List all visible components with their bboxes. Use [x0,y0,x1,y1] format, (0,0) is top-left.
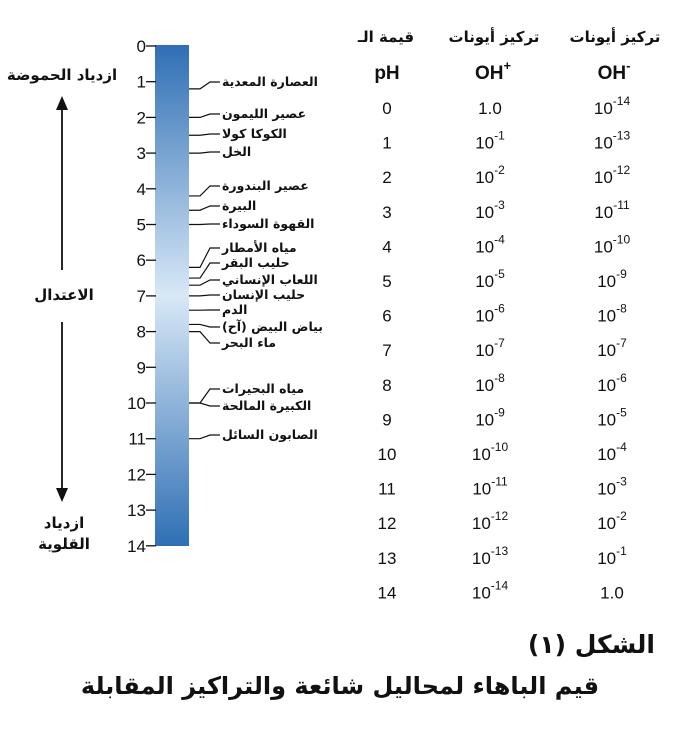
substance-label: الصابون السائل [222,427,318,442]
value-base: 10 [475,168,495,188]
table-ph-cell: 1 [382,133,392,153]
table-cell-value [597,509,627,533]
value-exponent: -14 [612,94,631,108]
table-cell-value [594,163,631,187]
value-exponent: -10 [612,232,631,247]
value-exponent: -9 [616,267,627,281]
substance-label: مياه البحيرات [222,381,305,396]
value-exponent: -7 [494,336,505,351]
table-cell-value [475,405,505,429]
value-base: 10 [471,583,491,603]
ph-tick-label: 14 [127,536,146,556]
substance-leader-line [189,324,220,327]
value-exponent: -12 [490,509,509,524]
value-exponent: -5 [616,405,627,420]
value-base: 10 [475,237,495,257]
value-base: 10 [475,341,495,361]
table-ph-cell: 0 [382,99,392,118]
table-cell-value [475,302,505,326]
basicity-arrow [56,322,68,502]
substance-label: ماء البحر [222,335,277,350]
table-cell-value [597,336,627,360]
substance-label: عصير البندورة [222,178,309,193]
table-ph-cell: 9 [382,410,392,430]
table-cell-value [472,509,509,533]
ph-tick-label: 11 [128,429,146,449]
value-exponent: -7 [616,336,627,351]
value-exponent: -6 [616,370,627,385]
substance-label: اللعاب الإنساني [222,272,318,287]
value-exponent: -2 [616,509,627,524]
ph-tick-label: 4 [136,179,146,199]
value-exponent: -12 [612,163,631,178]
table-ph-cell: 7 [382,341,392,361]
substance-markers [189,74,323,442]
ph-tick-label: 10 [127,394,146,413]
substance-leader-line [189,224,220,225]
value-exponent: -10 [490,440,509,454]
substance-leader-line [189,248,220,267]
value-exponent: -11 [491,474,508,489]
table-cell-value [475,163,505,187]
ph-tick-label: 3 [136,144,146,164]
value-exponent: -11 [613,197,630,212]
table-ph-cell: 13 [377,548,397,568]
table-cell-value [597,267,627,291]
value-exponent: -1 [616,543,627,558]
value-exponent: -13 [612,128,631,143]
value-base: 10 [597,375,617,395]
value-exponent: -4 [494,232,505,247]
substance-marker [189,287,305,302]
ph-tick-label: 0 [136,37,146,56]
table-cell-value [594,232,631,256]
substance-label: الكوكا كولا [222,126,287,141]
value-exponent: -14 [490,578,509,593]
table-cell-value [597,440,627,464]
table-ph-cell: 14 [377,583,397,603]
value-base: 10 [475,133,495,153]
value-exponent: -2 [494,163,505,178]
substance-marker [189,302,247,318]
ph-tick-label: 8 [136,322,146,342]
substance-label: الكبيرة المالحة [222,398,312,413]
ph-tick-label: 13 [127,501,146,521]
substance-leader-line [189,263,220,278]
table-cell-value [472,544,509,568]
substance-marker [189,319,323,334]
table-cell-value [594,129,631,153]
substance-leader-line [189,280,220,285]
substance-label: حليب الإنسان [222,287,306,302]
table-ph-cell: 8 [382,375,392,395]
value-base: 1.0 [478,99,502,118]
substance-leader-line [189,332,220,343]
substance-marker [189,216,314,231]
header-h-base: OH [474,63,504,84]
substance-leader-line [189,114,220,117]
ph-tick-label: 9 [136,358,146,378]
table-cell-value [600,583,624,602]
table-cell-value [472,475,508,499]
substance-label: مياه الأمطار [222,240,297,255]
value-exponent: -3 [494,197,505,212]
header-h-line1: تركيز أيونات [448,28,540,46]
table-ph-cell: 4 [382,237,392,257]
substance-marker [189,198,256,213]
concentration-table [378,94,631,602]
table-cell-value [475,129,505,153]
table-cell-value [475,232,505,256]
ph-tick-label: 6 [136,251,146,271]
value-base: 10 [594,202,614,222]
substance-leader-line [189,82,220,89]
substance-label: القهوة السوداء [222,216,315,231]
table-ph-cell: 11 [378,479,396,499]
substance-label: العصارة المعدية [222,74,318,89]
substance-marker [189,126,287,141]
table-cell-value [478,99,502,118]
value-base: 10 [475,272,495,291]
value-base: 10 [593,168,613,188]
value-base: 10 [471,445,491,464]
value-base: 10 [597,479,617,499]
value-base: 10 [593,99,613,118]
table-ph-cell: 3 [382,202,392,222]
value-base: 10 [593,133,613,153]
header-oh-base: OH [597,63,627,84]
ph-gradient-bar [155,45,189,546]
table-ph-cell: 10 [377,445,397,464]
basicity-increase-label-line1: ازدياد [43,514,85,532]
value-exponent: -9 [494,405,505,420]
value-base: 10 [475,202,495,222]
table-cell-value [472,578,509,602]
substance-marker [189,144,251,159]
table-cell-value [597,302,627,326]
value-base: 10 [597,514,617,534]
header-oh-line1: تركيز أيونات [569,28,661,46]
table-cell-value [597,405,627,429]
header-h-charge: + [503,58,512,73]
substance-marker [189,74,318,89]
value-exponent: -8 [616,301,627,316]
value-base: 10 [597,306,617,326]
value-base: 10 [472,479,492,499]
header-oh-charge: - [626,58,631,73]
value-base: 10 [471,514,491,534]
substance-leader-line [189,295,220,296]
header-h-ion [475,58,512,84]
substance-marker [189,427,318,442]
value-exponent: -3 [616,474,627,489]
ph-tick-label: 5 [136,215,146,235]
value-exponent: -5 [494,267,505,281]
substance-label: بياض البيض (آح) [222,319,323,334]
value-base: 10 [597,410,617,430]
substance-leader-line [189,206,220,210]
value-exponent: -13 [490,543,509,558]
value-base: 10 [475,306,495,326]
value-exponent: -6 [494,301,505,316]
substance-label: البيرة [222,198,257,213]
substance-leader-line [189,134,220,135]
substance-leader-line [189,403,220,406]
basicity-increase-label-line2: القلوية [38,535,90,553]
substance-label: الخل [222,144,252,159]
substance-label: عصير الليمون [222,106,307,121]
figure-title: قيم الباهاء لمحاليل شائعة والتراكيز المقابلة [80,672,600,700]
ph-tick-label: 1 [136,72,146,92]
table-cell-value [597,475,627,499]
table-ph-cell: 6 [382,306,392,326]
table-ph-cell: 5 [382,272,392,291]
substance-marker [189,178,309,196]
value-base: 10 [475,375,495,395]
table-ph-cell: 2 [382,168,392,188]
substance-marker [189,332,276,350]
table-cell-value [597,371,627,395]
ph-tick-label: 2 [136,108,146,128]
substance-leader-line [189,435,220,439]
value-exponent: -1 [494,128,505,143]
value-base: 10 [597,548,617,568]
table-cell-value [597,544,627,568]
table-cell-value [594,94,631,118]
table-cell-value [472,440,509,464]
header-oh-ion [598,58,631,84]
value-base: 10 [475,410,495,430]
table-cell-value [475,371,505,395]
ph-tick-label: 12 [127,465,146,485]
value-base: 10 [597,341,617,361]
acidity-increase-label: ازدياد الحموضة [6,66,118,84]
value-base: 10 [597,272,617,291]
ph-tick-label: 7 [136,286,146,306]
substance-leader-line [189,152,220,153]
table-cell-value [594,198,630,222]
table-cell-value [475,198,505,222]
table-cell-value [475,267,505,291]
substance-label: الدم [222,302,248,317]
substance-leader-line [189,389,220,403]
header-ph-line1: قيمة الـ [357,28,415,46]
ph-scale-ticks [127,37,156,556]
substance-marker [189,398,311,413]
figure-number: الشكل (١) [527,630,655,659]
value-base: 10 [597,445,617,464]
value-exponent: -4 [616,440,627,454]
substance-leader-line [189,186,220,196]
table-cell-value [475,336,505,360]
value-base: 10 [593,237,613,257]
table-ph-cell: 12 [377,514,397,534]
header-ph-line2: pH [374,63,400,84]
neutral-label: الاعتدال [34,286,94,304]
value-base: 1.0 [600,583,624,603]
value-exponent: -8 [494,370,505,385]
acidity-arrow [56,96,68,270]
substance-marker [189,106,306,121]
substance-marker [189,272,318,287]
value-base: 10 [471,548,491,568]
substance-label: حليب البقر [222,255,290,270]
